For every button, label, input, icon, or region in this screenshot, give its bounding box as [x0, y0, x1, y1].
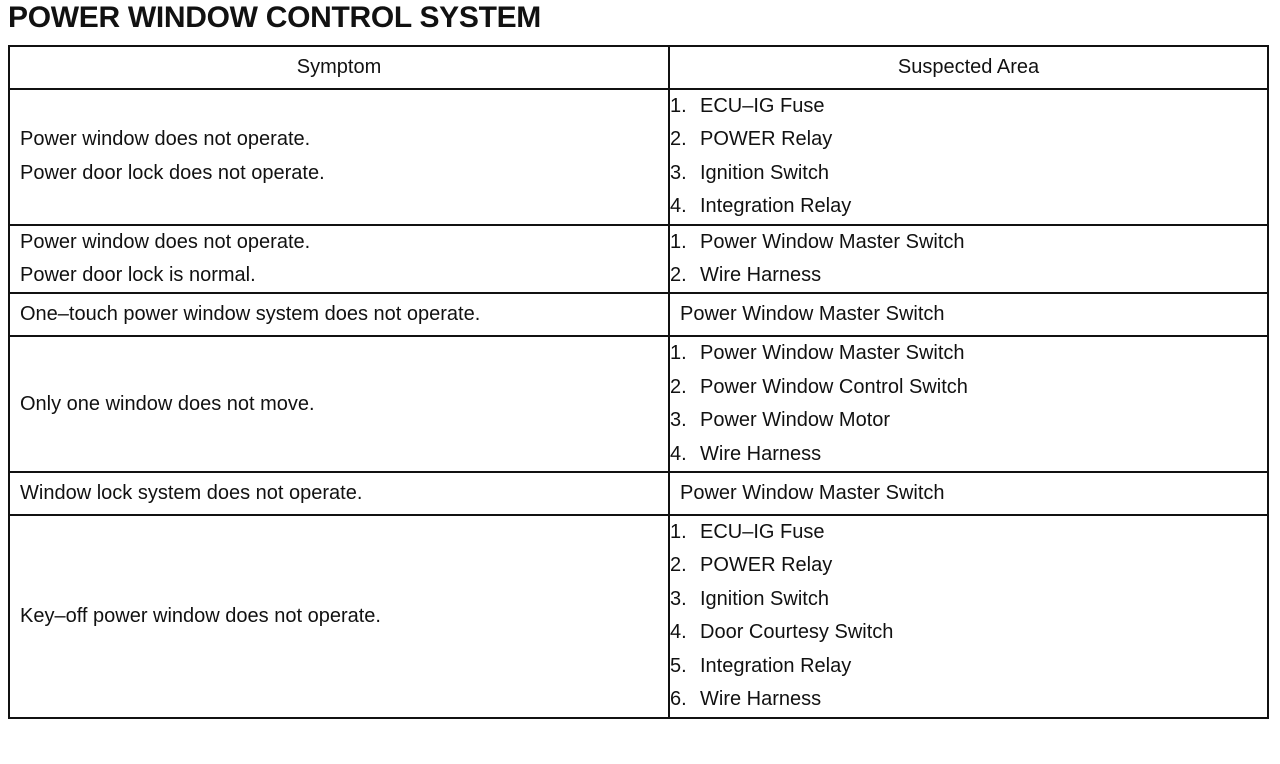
suspected-area-cell [669, 336, 1268, 472]
symptom-cell [9, 89, 669, 225]
symptom-cell [9, 293, 669, 336]
page-title: POWER WINDOW CONTROL SYSTEM [8, 1, 541, 34]
area-item [670, 404, 1267, 437]
area-item [670, 90, 1267, 123]
suspected-area-cell [669, 515, 1268, 717]
table-row [9, 515, 1268, 717]
area-item-number: 5. [670, 654, 687, 677]
area-item-number: 6. [670, 688, 687, 711]
area-item [670, 190, 1267, 223]
area-item-number: 1. [670, 230, 687, 253]
area-item-label: Ignition Switch [700, 161, 829, 184]
table-row [9, 225, 1268, 294]
area-item-number: 1. [670, 342, 687, 365]
area-item-label: Wire Harness [700, 688, 822, 711]
suspected-area-cell [669, 472, 1268, 515]
area-item-number: 3. [670, 161, 687, 184]
area-item [670, 650, 1267, 683]
area-item-number: 3. [670, 587, 687, 610]
area-item-label: POWER Relay [700, 554, 833, 577]
area-item-label: Wire Harness [700, 442, 822, 465]
suspected-area-column-header: Suspected Area [669, 46, 1268, 89]
area-item [670, 123, 1267, 156]
area-item-number: 4. [670, 442, 687, 465]
symptom-cell [9, 225, 669, 294]
symptom-cell [9, 515, 669, 717]
symptom-line: Power door lock does not operate. [20, 161, 325, 184]
suspected-area-cell [669, 89, 1268, 225]
area-item-label: Integration Relay [700, 195, 852, 218]
area-item-number: 4. [670, 621, 687, 644]
area-item [670, 371, 1267, 404]
area-item-number: 2. [670, 128, 687, 151]
area-item-label: Power Window Master Switch [680, 481, 945, 504]
table-body [9, 89, 1268, 718]
suspected-area-cell [669, 293, 1268, 336]
area-item-number: 4. [670, 195, 687, 218]
area-item [670, 549, 1267, 582]
area-item-label: ECU–IG Fuse [700, 521, 825, 544]
area-item-number: 2. [670, 375, 687, 398]
area-item-label: Power Window Master Switch [700, 342, 965, 365]
symptom-column-header: Symptom [9, 46, 669, 89]
symptom-table [8, 45, 1269, 719]
area-item-label: Power Window Master Switch [680, 303, 945, 326]
area-item [670, 683, 1267, 716]
table-header-row [9, 46, 1268, 89]
symptom-line: Power window does not operate. [20, 128, 311, 151]
table-row [9, 472, 1268, 515]
area-item-number: 3. [670, 409, 687, 432]
area-item-label: Ignition Switch [700, 587, 829, 610]
area-item-number: 2. [670, 554, 687, 577]
symptom-line: Key–off power window does not operate. [20, 604, 381, 627]
symptom-line: One–touch power window system does not operate. [20, 303, 481, 326]
symptom-line: Window lock system does not operate. [20, 481, 363, 504]
symptom-cell [9, 472, 669, 515]
area-item-label: Power Window Master Switch [700, 230, 965, 253]
symptom-cell [9, 336, 669, 472]
area-item [670, 337, 1267, 370]
area-item [670, 226, 1267, 259]
table-row [9, 336, 1268, 472]
area-item-number: 1. [670, 521, 687, 544]
area-item-number: 2. [670, 264, 687, 287]
area-item-label: ECU–IG Fuse [700, 95, 825, 117]
area-item-label: Door Courtesy Switch [700, 621, 894, 644]
area-item [670, 616, 1267, 649]
area-item-label: Wire Harness [700, 264, 822, 287]
table-row [9, 293, 1268, 336]
area-item [670, 438, 1267, 471]
area-item [670, 157, 1267, 190]
area-item-label: POWER Relay [700, 128, 833, 151]
area-item-label: Power Window Motor [700, 409, 891, 432]
area-item [670, 259, 1267, 292]
table-row [9, 89, 1268, 225]
area-item-label: Power Window Control Switch [700, 375, 968, 398]
symptom-line: Only one window does not move. [20, 392, 315, 415]
suspected-area-cell [669, 225, 1268, 294]
symptom-line: Power door lock is normal. [20, 264, 256, 287]
symptom-line: Power window does not operate. [20, 230, 311, 253]
area-item-label: Integration Relay [700, 654, 852, 677]
area-item-number: 1. [670, 95, 687, 117]
area-item [670, 583, 1267, 616]
area-item [670, 516, 1267, 549]
